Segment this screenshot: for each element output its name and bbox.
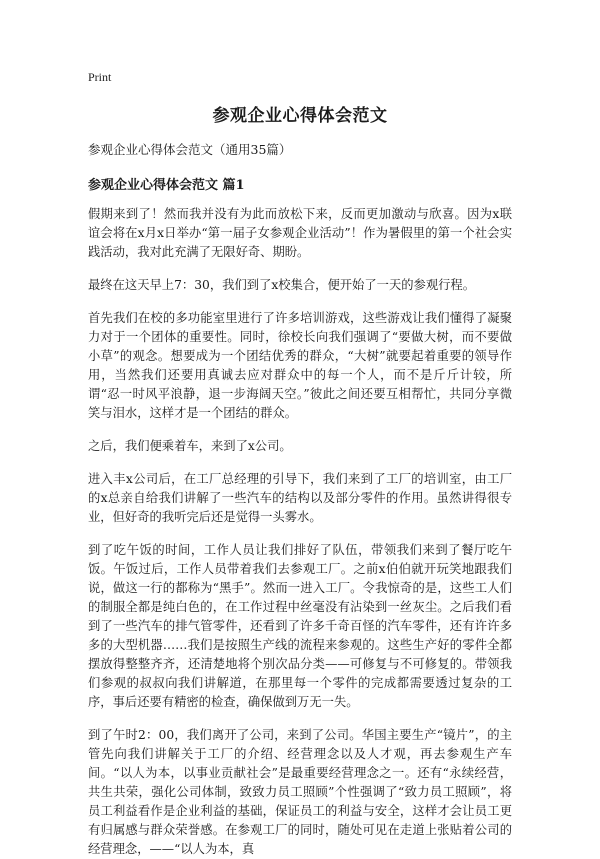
paragraph: 首先我们在校的多功能室里进行了许多培训游戏，这些游戏让我们懂得了凝聚力对于一个团体的重要性。同时，徐校长向我们强调了“要做大树，而不要做小草”的观念。想要成为一个团结优秀的群众，“大树”就要起着重要的领导作用，当然我们还要用真诚去应对群众中的每一个人，而不是斤斤计较，所谓“忍一时风平浪静，退一步海阔天空。”彼此之间还要互相帮忙，共同分享微笑与泪水，这样才是一个团结的群众。 [88,311,512,420]
paragraph: 到了午时2：00，我们离开了公司，来到了公司。华国主要生产“镜片”，的主管先向我们讲解关于工厂的介绍、经营理念以及人才观，再去参观生产车间。“以人为本，以事业贡献社会”是最重要经营理念之一。还有“永续经营，共生共荣，强化公司体制，致致力员工照顾”个性强调了“致力员工照顾”，将员工利益看作是企业利益的基础，保证员工的利益与安全，这样才会让员工更有归属感与群众荣誉感。在参观工厂的同时，随处可见在走道上张贴着公司的经营理念，——“以人为本，真 [88,728,512,856]
paragraph: 进入丰x公司后，在工厂总经理的引导下，我们来到了工厂的培训室，由工厂的x总亲自给我们讲解了一些汽车的结构以及部分零件的作用。虽然讲得很专业，但好奇的我听完后还是觉得一头雾水。 [88,472,512,524]
paragraph: 最终在这天早上7：30，我们到了x校集合，便开始了一天的参观行程。 [88,278,476,292]
section-heading: 参观企业心得体会范文 篇1 [88,178,245,193]
document-subtitle: 参观企业心得体会范文（通用35篇） [88,142,292,157]
page-title: 参观企业心得体会范文 [212,106,388,126]
paragraph: 之后，我们便乘着车，来到了x公司。 [88,439,292,453]
paragraph: 假期来到了！然而我并没有为此而放松下来，反而更加激动与欣喜。因为x联谊会将在x月x日举办“第一届子女参观企业活动”！作为暑假里的第一个社会实践活动，我对此充满了无限好奇、期盼。 [88,207,512,259]
print-label: Print [88,70,112,84]
paragraph: 到了吃午饭的时间，工作人员让我们排好了队伍，带领我们来到了餐厅吃午饭。午饭过后，工作人员带着我们去参观工厂。之前x伯伯就开玩笑地跟我们说，做这一行的都称为“黑手”。然而一进入工厂。令我惊奇的是，这些工人们的制服全都是纯白色的，在工作过程中丝毫没有沾染到一丝灰尘。之后我们看到了一些汽车的排气管零件，还看到了许多千奇百怪的汽车零件，还有许许多多的大型机器……我们是按照生产线的流程来参观的。这些生产好的零件全都摆放得整整齐齐，还清楚地将个别次品分类——可修复与不可修复的。带领我们参观的叔叔向我们讲解道，在那里每一个零件的完成都需要透过复杂的工序，事后还要有精密的检查，确保做到万无一失。 [88,543,512,709]
